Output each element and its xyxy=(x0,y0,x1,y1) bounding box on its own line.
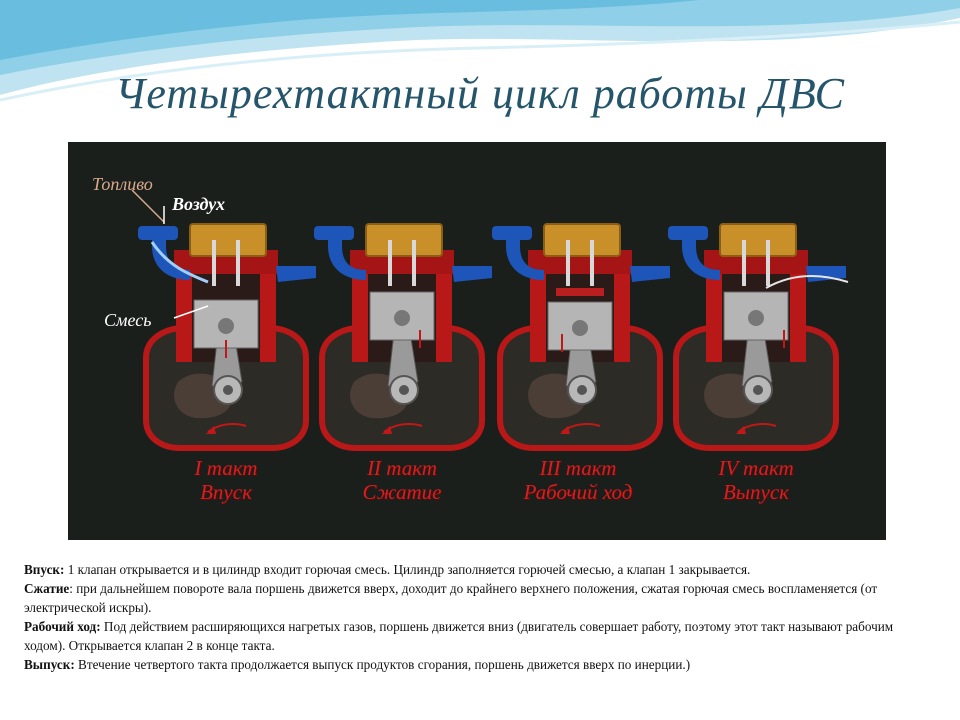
engine-stroke-2 xyxy=(314,224,492,448)
stroke-4-name: Выпуск xyxy=(722,480,789,504)
air-label: Воздух xyxy=(172,194,225,214)
mixture-label: Смесь xyxy=(104,310,152,330)
stroke-3-caption xyxy=(488,456,668,504)
stroke-descriptions xyxy=(24,560,936,674)
stroke-3-name: Рабочий ход xyxy=(523,480,633,504)
description-intake xyxy=(24,560,936,579)
engine-stroke-1 xyxy=(138,224,316,448)
description-power-term: Рабочий ход: xyxy=(24,619,101,634)
stroke-2-name: Сжатие xyxy=(362,480,442,504)
stroke-3-number: III такт xyxy=(539,456,617,480)
engine-stroke-3 xyxy=(492,224,670,448)
description-intake-text: 1 клапан открывается и в цилиндр входит горючая смесь. Цилиндр заполняется горючей смесью, а клапан 1 закрывается. xyxy=(64,562,751,577)
description-compression-text: : при дальнейшем повороте вала поршень движется вверх, доходит до крайнего верхнего положения, сжатая горючая смесь воспламеняется (от электрической искры). xyxy=(24,581,878,615)
description-compression-term: Сжатие xyxy=(24,581,70,596)
stroke-4-number: IV такт xyxy=(718,456,794,480)
stroke-2-caption xyxy=(312,456,492,504)
description-exhaust xyxy=(24,655,936,674)
engine-cycle-diagram xyxy=(68,142,886,540)
stroke-4-caption xyxy=(666,456,846,504)
stroke-1-number: I такт xyxy=(194,456,258,480)
fuel-label: Топливо xyxy=(92,174,153,194)
description-power-text: Под действием расширяющихся нагретых газов, поршень движется вниз (двигатель совершает работу, поэтому этот такт называют рабочим ходом). Открывается клапан 2 в конце такта. xyxy=(24,619,894,653)
stroke-2-number: II такт xyxy=(367,456,437,480)
stroke-1-caption xyxy=(136,456,316,504)
description-exhaust-term: Выпуск: xyxy=(24,657,75,672)
engine-stroke-4 xyxy=(668,224,848,448)
description-compression xyxy=(24,579,936,617)
description-intake-term: Впуск: xyxy=(24,562,65,577)
description-exhaust-text: Втечение четвертого такта продолжается выпуск продуктов сгорания, поршень движется вверх по инерции.) xyxy=(74,657,691,672)
stroke-1-name: Впуск xyxy=(200,480,252,504)
page-title: Четырехтактный цикл работы ДВС xyxy=(115,69,845,118)
description-power xyxy=(24,617,936,655)
